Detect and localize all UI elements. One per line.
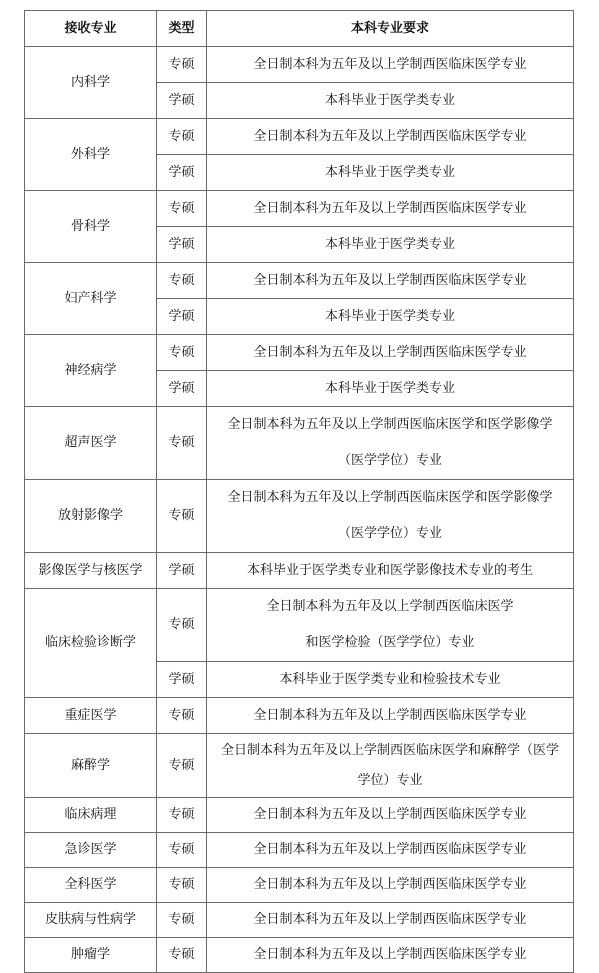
- major-cell: 重症医学: [25, 698, 157, 734]
- type-cell: 专硕: [157, 798, 207, 833]
- requirement-cell: 全日制本科为五年及以上学制西医临床医学专业: [207, 868, 574, 903]
- major-cell: 内科学: [25, 47, 157, 119]
- type-cell: 学硕: [157, 371, 207, 407]
- major-cell: 影像医学与核医学: [25, 553, 157, 589]
- table-row: [25, 407, 574, 480]
- table-row: [25, 798, 574, 833]
- header-row: [25, 11, 574, 47]
- type-cell: 专硕: [157, 833, 207, 868]
- requirement-line: 和医学检验（医学学位）专业: [305, 635, 475, 650]
- requirement-line: 全日制本科为五年及以上学制西医临床医学和麻醉学（医学: [220, 742, 559, 758]
- requirement-cell: 本科毕业于医学类专业: [207, 155, 574, 191]
- table-row: [25, 698, 574, 734]
- requirement-line: 全日制本科为五年及以上学制西医临床医学和医学影像学: [227, 417, 553, 432]
- type-cell: 专硕: [157, 407, 207, 480]
- table-row: [25, 833, 574, 868]
- requirement-cell: 全日制本科为五年及以上学制西医临床医学专业: [207, 903, 574, 938]
- requirement-cell: [207, 480, 574, 553]
- requirement-line: 全日制本科为五年及以上学制西医临床医学: [266, 599, 514, 614]
- type-cell: 专硕: [157, 335, 207, 371]
- requirement-cell: 本科毕业于医学类专业: [207, 227, 574, 263]
- table-row: [25, 868, 574, 903]
- type-cell: 专硕: [157, 191, 207, 227]
- major-cell: 骨科学: [25, 191, 157, 263]
- requirement-cell: 全日制本科为五年及以上学制西医临床医学专业: [207, 335, 574, 371]
- major-cell: 超声医学: [25, 407, 157, 480]
- requirement-cell: 本科毕业于医学类专业: [207, 371, 574, 407]
- header-requirement: 本科专业要求: [207, 11, 574, 47]
- table-row: [25, 938, 574, 973]
- requirement-cell: 本科毕业于医学类专业: [207, 299, 574, 335]
- requirement-line: 全日制本科为五年及以上学制西医临床医学和医学影像学: [227, 490, 553, 505]
- type-cell: 学硕: [157, 299, 207, 335]
- type-cell: 学硕: [157, 662, 207, 698]
- type-cell: 专硕: [157, 47, 207, 83]
- major-cell: 临床病理: [25, 798, 157, 833]
- major-cell: 外科学: [25, 119, 157, 191]
- header-major: 接收专业: [25, 11, 157, 47]
- admission-table: [24, 10, 574, 973]
- requirement-cell: [207, 734, 574, 798]
- major-cell: 急诊医学: [25, 833, 157, 868]
- requirement-cell: 本科毕业于医学类专业和检验技术专业: [207, 662, 574, 698]
- type-cell: 专硕: [157, 868, 207, 903]
- requirement-cell: 全日制本科为五年及以上学制西医临床医学专业: [207, 263, 574, 299]
- requirement-cell: [207, 407, 574, 480]
- type-cell: 专硕: [157, 903, 207, 938]
- requirement-cell: 全日制本科为五年及以上学制西医临床医学专业: [207, 833, 574, 868]
- type-cell: 专硕: [157, 589, 207, 662]
- major-cell: 麻醉学: [25, 734, 157, 798]
- requirement-cell: 全日制本科为五年及以上学制西医临床医学专业: [207, 47, 574, 83]
- requirement-cell: 全日制本科为五年及以上学制西医临床医学专业: [207, 698, 574, 734]
- table-row: [25, 734, 574, 798]
- requirement-cell: 本科毕业于医学类专业: [207, 83, 574, 119]
- table-row: [25, 553, 574, 589]
- type-cell: 专硕: [157, 734, 207, 798]
- major-cell: 神经病学: [25, 335, 157, 407]
- type-cell: 学硕: [157, 227, 207, 263]
- table-row: [25, 47, 574, 83]
- requirement-cell: 本科毕业于医学类专业和医学影像技术专业的考生: [207, 553, 574, 589]
- table-row: [25, 480, 574, 553]
- major-cell: 妇产科学: [25, 263, 157, 335]
- requirement-line: （医学学位）专业: [337, 526, 442, 541]
- requirement-cell: 全日制本科为五年及以上学制西医临床医学专业: [207, 798, 574, 833]
- type-cell: 专硕: [157, 480, 207, 553]
- requirement-cell: 全日制本科为五年及以上学制西医临床医学专业: [207, 938, 574, 973]
- type-cell: 专硕: [157, 119, 207, 155]
- major-cell: 皮肤病与性病学: [25, 903, 157, 938]
- type-cell: 学硕: [157, 155, 207, 191]
- type-cell: 学硕: [157, 83, 207, 119]
- table-row: [25, 335, 574, 371]
- requirement-line: 学位）专业: [357, 772, 423, 788]
- table-row: [25, 191, 574, 227]
- table-row: [25, 119, 574, 155]
- table-row: [25, 589, 574, 662]
- major-cell: 肿瘤学: [25, 938, 157, 973]
- major-cell: 临床检验诊断学: [25, 589, 157, 698]
- requirement-line: （医学学位）专业: [337, 453, 442, 468]
- requirement-cell: 全日制本科为五年及以上学制西医临床医学专业: [207, 119, 574, 155]
- type-cell: 专硕: [157, 938, 207, 973]
- requirement-cell: [207, 589, 574, 662]
- table-row: [25, 903, 574, 938]
- type-cell: 学硕: [157, 553, 207, 589]
- table-row: [25, 263, 574, 299]
- header-type: 类型: [157, 11, 207, 47]
- type-cell: 专硕: [157, 263, 207, 299]
- type-cell: 专硕: [157, 698, 207, 734]
- major-cell: 全科医学: [25, 868, 157, 903]
- major-cell: 放射影像学: [25, 480, 157, 553]
- requirement-cell: 全日制本科为五年及以上学制西医临床医学专业: [207, 191, 574, 227]
